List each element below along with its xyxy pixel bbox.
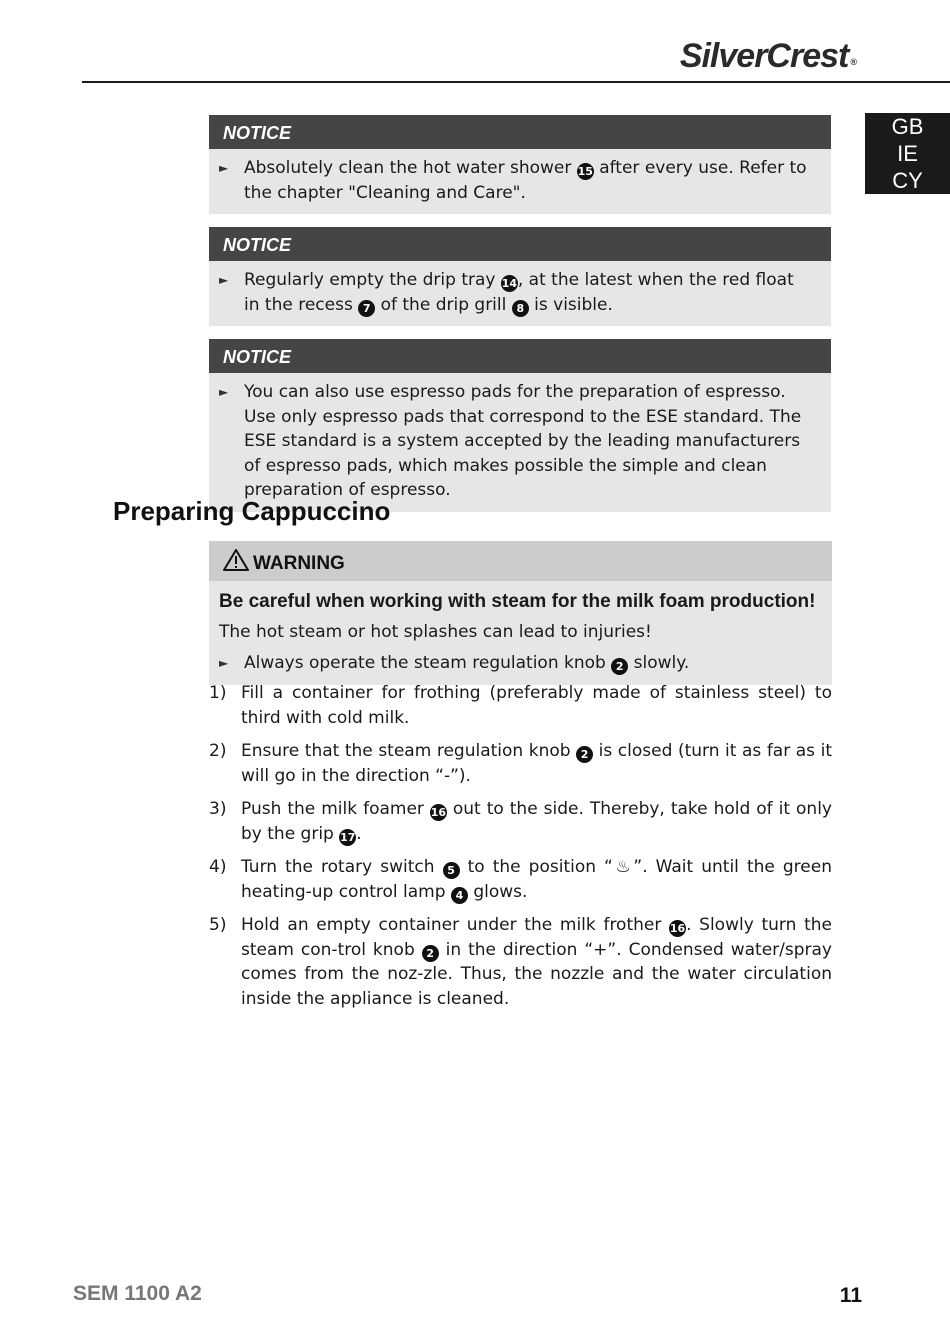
ref-number: 7 bbox=[358, 300, 375, 317]
warning-title: WARNING bbox=[253, 553, 345, 574]
notice-text: ► You can also use espresso pads for the preparation of espresso. Use only espresso pads that correspond to the ESE standard. The ESE standard is a system accepted by the leading manufacturers of espresso pads, which makes possible the simple and clean preparation of espresso. bbox=[219, 382, 802, 500]
list-item: 1) Fill a container for frothing (preferably made of stainless steel) to third with cold milk. bbox=[209, 683, 832, 728]
warning-header bbox=[209, 541, 832, 581]
bullet-arrow-icon: ► bbox=[219, 656, 229, 670]
warning-line: The hot steam or hot splashes can lead to injuries! bbox=[219, 622, 652, 642]
list-item: 4) Turn the rotary switch 5 to the position “♨”. Wait until the green heating-up control lamp 4 glows. bbox=[209, 857, 832, 902]
warning-bold-line: Be careful when working with steam for the milk foam production! bbox=[219, 591, 816, 612]
ref-number: 16 bbox=[430, 806, 447, 819]
ref-number: 2 bbox=[422, 945, 439, 962]
ref-number: 2 bbox=[576, 746, 593, 763]
ref-number: 15 bbox=[577, 165, 593, 178]
lang-cy: CY bbox=[892, 168, 923, 193]
header-rule bbox=[82, 81, 950, 83]
bullet-arrow-icon: ► bbox=[219, 385, 229, 399]
notice-box bbox=[209, 339, 831, 512]
ref-number: 4 bbox=[451, 887, 468, 904]
notice-text: ► Regularly empty the drip tray 14, at the latest when the red float in the recess 7 of the drip grill 8 is visible. bbox=[219, 270, 794, 315]
lang-gb: GB bbox=[891, 114, 924, 139]
bullet-arrow-icon: ► bbox=[219, 273, 229, 287]
lang-ie: IE bbox=[897, 141, 918, 166]
brand-logo: SilverCrest ® bbox=[679, 37, 856, 75]
notice-text: ► Absolutely clean the hot water shower 15 after every use. Refer to the chapter "Cleaning and Care". bbox=[219, 158, 807, 203]
list-item: 5) Hold an empty container under the milk frother 16. Slowly turn the steam con-trol knob 2 in the direction “+”. Condensed water/spray comes from the noz-zle. Thus, the nozzle and the water circulation inside the appliance is cleaned. bbox=[209, 915, 832, 1009]
list-item: 3) Push the milk foamer 16 out to the side. Thereby, take hold of it only by the grip 17. bbox=[209, 799, 832, 844]
page-number: 11 bbox=[839, 1284, 862, 1307]
notice-title: NOTICE bbox=[209, 227, 831, 261]
bullet-arrow-icon: ► bbox=[219, 161, 229, 175]
warning-text bbox=[209, 581, 832, 685]
notice-box bbox=[209, 227, 831, 326]
steam-symbol-icon: ♨ bbox=[612, 857, 634, 877]
list-item: 2) Ensure that the steam regulation knob 2 is closed (turn it as far as it will go in the direction “-”). bbox=[209, 741, 832, 786]
warning-bullet: ► Always operate the steam regulation knob 2 slowly. bbox=[219, 648, 822, 679]
ref-number: 14 bbox=[501, 277, 518, 290]
ref-number: 8 bbox=[512, 300, 529, 317]
footer-model: SEM 1100 A2 bbox=[73, 1282, 202, 1305]
language-tab bbox=[865, 113, 950, 194]
ref-number: 5 bbox=[443, 862, 460, 879]
notice-title: NOTICE bbox=[209, 339, 831, 373]
ref-number: 16 bbox=[669, 922, 686, 935]
notice-title: NOTICE bbox=[209, 115, 831, 149]
section-title: Preparing Cappuccino bbox=[113, 496, 391, 526]
ref-number: 17 bbox=[340, 830, 356, 844]
steps-list bbox=[209, 681, 832, 1020]
notice-box bbox=[209, 115, 831, 214]
ref-number: 2 bbox=[611, 658, 628, 675]
warning-box bbox=[209, 541, 832, 685]
